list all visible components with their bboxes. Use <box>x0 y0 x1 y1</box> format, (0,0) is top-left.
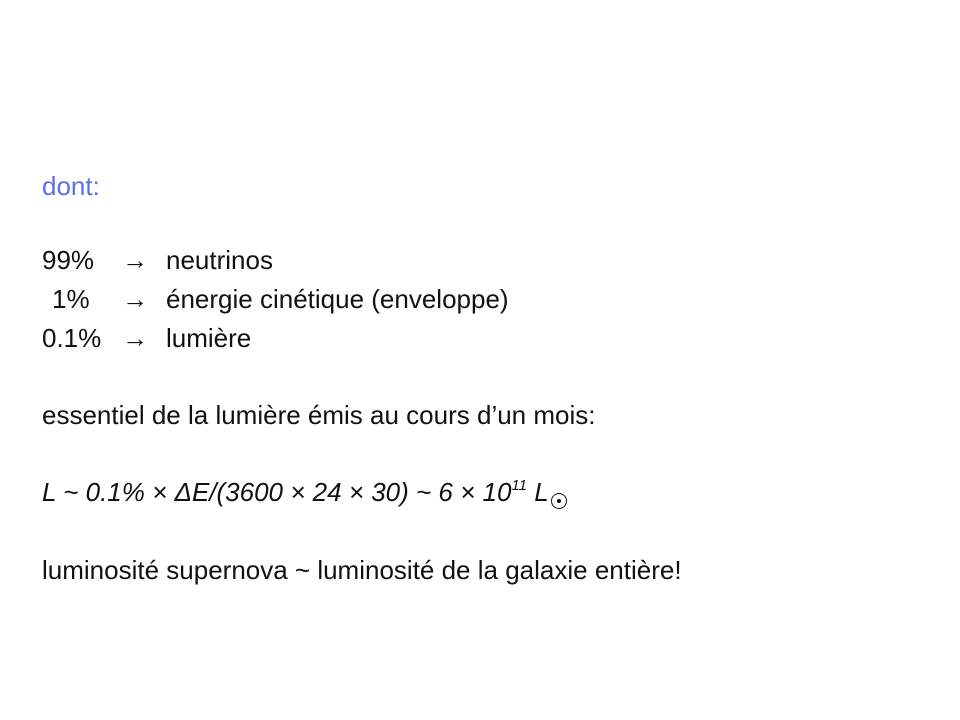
conclusion-text: luminosité supernova ~ luminosité de la galaxie entière! <box>42 555 682 585</box>
sun-symbol-icon <box>551 493 567 509</box>
arrow-right-icon: → <box>122 284 148 314</box>
breakdown-label: lumière <box>166 323 252 353</box>
breakdown-row-light <box>42 322 251 354</box>
breakdown-percent: 1% <box>52 284 90 314</box>
arrow-right-icon: → <box>122 245 148 275</box>
heading: dont: <box>42 171 100 201</box>
breakdown-row-neutrinos <box>42 244 273 276</box>
arrow-right-icon: → <box>122 323 148 353</box>
formula-unit: L <box>534 477 549 507</box>
breakdown-percent: 99% <box>42 245 95 275</box>
breakdown-label: énergie cinétique (enveloppe) <box>166 284 509 314</box>
luminosity-formula <box>42 476 567 509</box>
breakdown-label: neutrinos <box>166 245 273 275</box>
breakdown-percent: 0.1% <box>42 323 102 353</box>
breakdown-row-kinetic <box>42 283 509 315</box>
formula-main: L ~ 0.1% × ΔE/(3600 × 24 × 30) ~ 6 × 10 <box>42 477 512 507</box>
essentiel-text: essentiel de la lumière émis au cours d’un mois: <box>42 400 596 430</box>
formula-exponent: 11 <box>511 477 527 494</box>
